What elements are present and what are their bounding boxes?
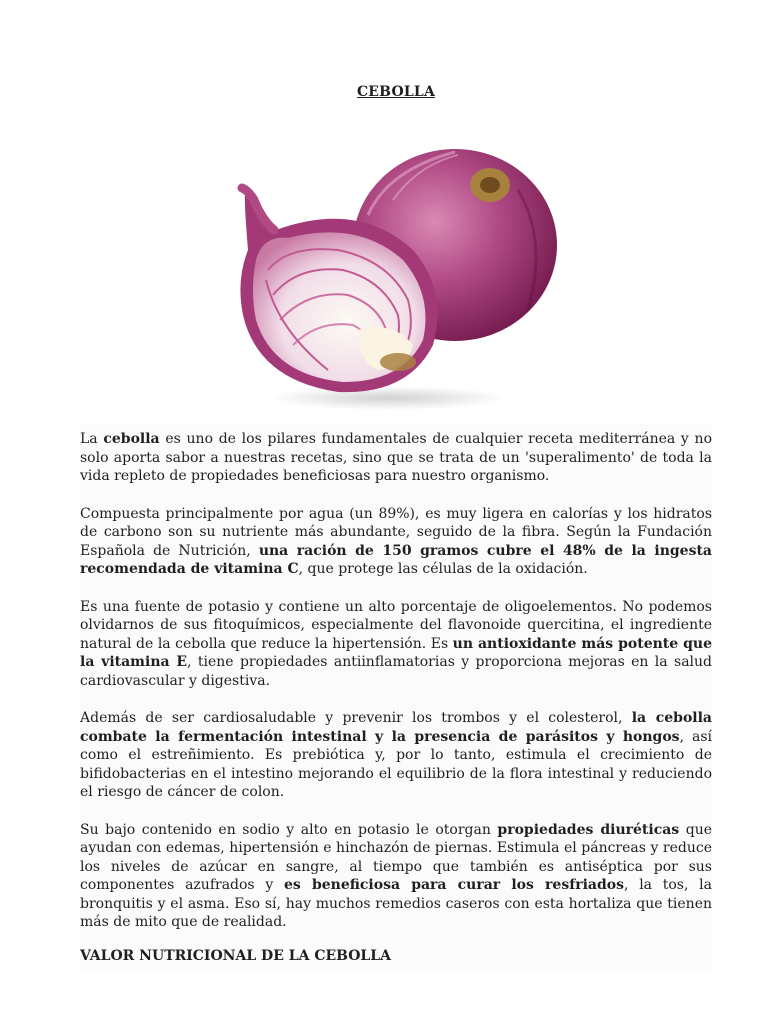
text-run: , tiene propiedades antiinflamatorias y proporciona mejoras en la salud cardiovascular y digestiva.: [80, 654, 712, 689]
bold-text: un antioxidante más potente que la vitamina E: [80, 635, 712, 670]
bold-text: la cebolla combate la fermentación intestinal y la presencia de parásitos y hongos: [80, 710, 712, 745]
bold-text: cebolla: [103, 431, 160, 447]
text-run: , así como el estreñimiento. Es prebiótica y, por lo tanto, estimula el crecimiento de bifidobacterias en el intestino mejorando el equilibrio de la flora intestinal y reduciendo el riesgo de cáncer de colon.: [80, 728, 712, 800]
halved-onion-root: [380, 353, 416, 371]
article-body: [80, 424, 712, 969]
paragraph: [80, 821, 712, 932]
page-title: CEBOLLA: [356, 84, 436, 100]
text-run: es uno de los pilares fundamentales de cualquier receta mediterránea y no solo aporta sabor a nuestras recetas, sino que se trata de un 'superalimento' de toda la vida repleto de propiedades beneficiosas para nuestro organismo.: [80, 431, 713, 484]
paragraph: [80, 598, 712, 691]
bold-text: es beneficiosa para curar los resfriados: [284, 877, 625, 893]
text-run: que ayudan con edemas, hipertensión e hinchazón de piernas. Estimula el páncreas y reduce los niveles de azúcar en sangre, al tiempo que también es antiséptica por sus componentes azufrados y: [80, 821, 713, 893]
text-run: , que protege las células de la oxidación.: [298, 561, 588, 577]
section-heading: VALOR NUTRICIONAL DE LA CEBOLLA: [80, 948, 391, 964]
text-run: Compuesta principalmente por agua (un 89%), es muy ligera en calorías y los hidratos de carbono son su nutriente más abundante, seguido de la fibra. Según la Fundación Española de Nutrición,: [80, 505, 712, 559]
paragraph: [80, 430, 712, 486]
text-run: Es una fuente de potasio y contiene un alto porcentaje de oligoelementos. No podemos olvidarnos de sus fitoquímicos, especialmente del flavonoide quercitina, el ingrediente natural de la cebolla que reduce la hipertensión. Es: [80, 598, 712, 652]
onion-svg: [218, 130, 578, 420]
text-run: Su bajo contenido en sodio y alto en potasio le otorgan: [80, 821, 498, 838]
text-run: , la tos, la bronquitis y el asma. Eso sí, hay muchos remedios caseros con esta hortaliza que tienen más de mito que de realidad.: [80, 877, 713, 930]
text-run: La: [80, 431, 104, 447]
paragraph: [80, 505, 712, 579]
bold-text: propiedades diuréticas: [497, 821, 680, 838]
paragraph: [80, 709, 712, 802]
onion-illustration: [218, 130, 578, 420]
text-run: Además de ser cardiosaludable y prevenir los trombos y el colesterol,: [80, 710, 632, 726]
bold-text: una ración de 150 gramos cubre el 48% de la ingesta recomendada de vitamina C: [80, 542, 713, 577]
onion-shadow: [268, 386, 508, 410]
